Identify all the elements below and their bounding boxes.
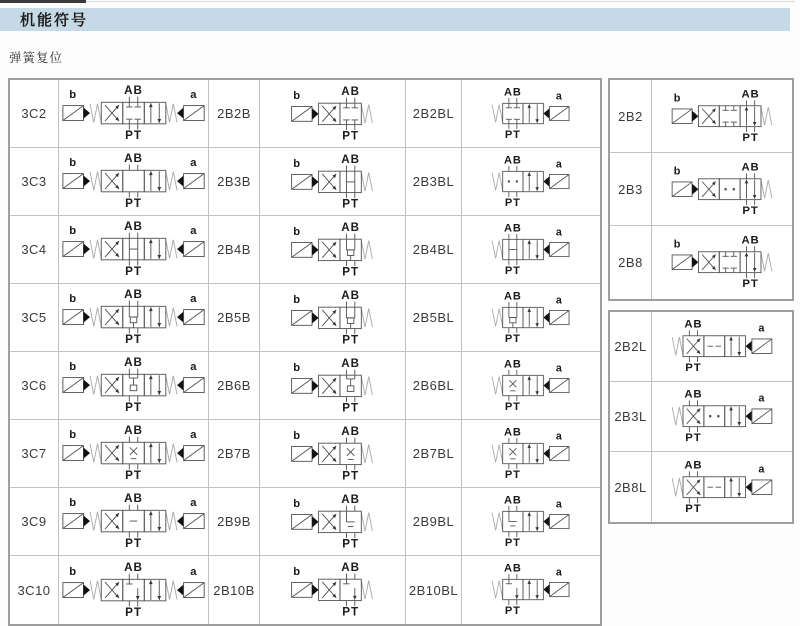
solenoid-icon [177, 446, 204, 461]
spring-icon [361, 376, 372, 395]
valve-symbol [59, 420, 209, 488]
solenoid-icon [62, 174, 89, 189]
solenoid-icon [292, 310, 319, 325]
valve-symbol [59, 556, 209, 624]
svg-text:PT: PT [124, 265, 142, 278]
spring-icon [165, 240, 176, 259]
model-label: 2B2B [209, 80, 260, 148]
svg-text:AB: AB [504, 563, 522, 575]
svg-text:PT: PT [504, 468, 521, 481]
solenoid-icon [177, 174, 204, 189]
svg-text:b: b [673, 238, 682, 251]
spring-icon [90, 104, 101, 123]
solenoid-icon [543, 583, 569, 597]
svg-text:b: b [68, 429, 77, 442]
solenoid-icon [177, 514, 204, 529]
valve-symbol [260, 556, 406, 624]
solenoid-icon [672, 182, 698, 197]
model-label: 2B3BL [406, 148, 462, 216]
spring-icon [165, 444, 176, 463]
model-label: 2B4B [209, 216, 260, 284]
svg-text:b: b [68, 361, 77, 374]
solenoid-icon [177, 378, 204, 393]
spring-icon [165, 172, 176, 191]
spring-icon [761, 180, 772, 198]
valve-schematic [654, 319, 790, 373]
svg-text:AB: AB [504, 426, 522, 439]
svg-text:b: b [293, 429, 302, 442]
solenoid-icon [177, 242, 204, 257]
page-subtitle: 弹簧复位 [9, 51, 64, 65]
valve-symbol [462, 284, 600, 352]
right-panel-2 [608, 310, 794, 524]
spring-icon [90, 444, 101, 463]
model-label: 2B3 [610, 153, 652, 226]
spring-icon [361, 172, 372, 191]
model-label: 2B5BL [406, 284, 462, 352]
svg-text:AB: AB [741, 161, 760, 174]
svg-text:AB: AB [341, 357, 360, 370]
valve-symbol [462, 556, 600, 624]
top-rule-faint [0, 1, 795, 2]
spring-icon [90, 512, 101, 531]
valve-schematic [654, 460, 790, 514]
spring-icon [361, 240, 372, 259]
valve-schematic [61, 425, 207, 481]
solenoid-icon [177, 310, 204, 325]
svg-text:PT: PT [504, 332, 521, 345]
valve-symbol [260, 488, 406, 556]
valve-symbol [59, 488, 209, 556]
valve-symbol [462, 420, 600, 488]
spring-icon [361, 444, 372, 463]
svg-text:b: b [293, 293, 302, 306]
spring-icon [90, 308, 101, 327]
model-label: 2B3L [610, 382, 652, 452]
model-label: 3C3 [10, 148, 59, 216]
solenoid-icon [292, 378, 319, 393]
valve-symbol [462, 80, 600, 148]
svg-text:AB: AB [123, 153, 143, 166]
spring-icon [492, 513, 503, 531]
valve-schematic [462, 427, 600, 480]
solenoid-icon [62, 106, 89, 121]
valve-symbol [652, 452, 792, 522]
solenoid-icon [292, 174, 319, 189]
svg-text:b: b [673, 92, 682, 105]
valve-symbol [462, 216, 600, 284]
valve-symbol [260, 284, 406, 352]
valve-schematic [654, 235, 790, 289]
svg-text:AB: AB [341, 562, 360, 574]
main-table [8, 78, 602, 626]
solenoid-icon [62, 242, 89, 257]
valve-schematic [654, 162, 790, 216]
svg-text:b: b [68, 157, 77, 170]
model-label: 2B10BL [406, 556, 462, 624]
svg-text:AB: AB [123, 561, 143, 574]
section-header [0, 8, 790, 31]
svg-text:PT: PT [124, 605, 142, 619]
valve-schematic [61, 221, 207, 277]
svg-text:a: a [189, 429, 197, 442]
svg-text:PT: PT [342, 469, 359, 482]
solenoid-icon [672, 255, 698, 270]
solenoid-icon [62, 310, 89, 325]
svg-text:AB: AB [341, 85, 360, 98]
svg-text:AB: AB [123, 289, 143, 302]
solenoid-icon [292, 242, 319, 257]
spring-icon [165, 581, 176, 600]
svg-text:b: b [68, 497, 77, 510]
valve-symbol [652, 226, 792, 299]
svg-text:PT: PT [124, 197, 142, 210]
svg-text:PT: PT [685, 362, 702, 374]
svg-text:b: b [293, 361, 302, 374]
svg-text:b: b [673, 165, 682, 178]
spring-icon [90, 240, 101, 259]
svg-text:PT: PT [342, 605, 359, 618]
model-label: 2B2 [610, 80, 652, 153]
svg-text:AB: AB [684, 389, 703, 401]
valve-symbol [260, 80, 406, 148]
valve-schematic [61, 562, 207, 618]
model-label: 2B6B [209, 352, 260, 420]
valve-schematic [462, 359, 600, 412]
solenoid-icon [672, 109, 698, 124]
spring-icon [761, 107, 772, 125]
svg-text:PT: PT [342, 333, 359, 346]
valve-schematic [462, 87, 600, 140]
model-label: 3C2 [10, 80, 59, 148]
spring-icon [165, 308, 176, 327]
svg-text:AB: AB [123, 493, 143, 506]
model-label: 3C7 [10, 420, 59, 488]
solenoid-icon [543, 106, 569, 120]
solenoid-icon [543, 446, 569, 460]
spring-icon [492, 377, 503, 395]
valve-schematic [462, 495, 600, 548]
svg-text:PT: PT [504, 264, 521, 277]
svg-text:PT: PT [504, 400, 521, 413]
valve-schematic [462, 155, 600, 208]
svg-text:b: b [68, 89, 77, 102]
model-label: 3C9 [10, 488, 59, 556]
solenoid-icon [543, 310, 569, 324]
model-label: 2B10B [209, 556, 260, 624]
svg-text:AB: AB [504, 290, 522, 303]
solenoid-icon [543, 378, 569, 392]
svg-text:PT: PT [742, 278, 759, 290]
svg-text:PT: PT [342, 537, 359, 550]
spring-icon [90, 581, 101, 600]
valve-schematic [61, 493, 207, 549]
svg-text:a: a [189, 566, 197, 579]
svg-text:a: a [189, 361, 197, 374]
svg-text:PT: PT [342, 265, 359, 278]
solenoid-icon [62, 514, 89, 529]
svg-text:a: a [555, 566, 563, 579]
svg-text:a: a [189, 89, 197, 102]
svg-text:a: a [555, 226, 563, 239]
valve-schematic [260, 358, 405, 414]
valve-symbol [462, 148, 600, 216]
svg-text:a: a [189, 293, 197, 306]
spring-icon [672, 478, 683, 496]
spring-icon [672, 337, 683, 355]
valve-schematic [260, 222, 405, 278]
model-label: 2B2L [610, 312, 652, 382]
svg-text:AB: AB [341, 425, 360, 438]
svg-text:PT: PT [504, 605, 521, 617]
svg-text:a: a [758, 463, 766, 476]
svg-text:AB: AB [684, 319, 703, 331]
model-label: 3C4 [10, 216, 59, 284]
valve-symbol [652, 80, 792, 153]
solenoid-icon [292, 514, 319, 529]
spring-icon [492, 105, 503, 123]
svg-text:AB: AB [123, 357, 143, 370]
valve-symbol [652, 312, 792, 382]
svg-text:PT: PT [685, 432, 702, 444]
solenoid-icon [62, 583, 89, 598]
valve-symbol [462, 488, 600, 556]
spring-icon [361, 581, 372, 600]
solenoid-icon [746, 480, 772, 495]
model-label: 3C6 [10, 352, 59, 420]
svg-text:AB: AB [504, 154, 522, 167]
svg-text:PT: PT [504, 196, 521, 209]
valve-schematic [61, 289, 207, 345]
solenoid-icon [543, 514, 569, 528]
spring-icon [90, 376, 101, 395]
svg-text:PT: PT [342, 401, 359, 414]
model-label: 2B6BL [406, 352, 462, 420]
svg-text:PT: PT [124, 129, 142, 142]
svg-text:a: a [555, 294, 563, 307]
valve-schematic [61, 357, 207, 413]
svg-text:AB: AB [504, 222, 522, 235]
right-panel-1 [608, 78, 794, 301]
svg-text:PT: PT [504, 128, 521, 141]
svg-text:AB: AB [123, 85, 143, 98]
model-label: 2B7B [209, 420, 260, 488]
svg-text:AB: AB [341, 221, 360, 234]
svg-text:AB: AB [123, 221, 143, 234]
model-label: 2B2BL [406, 80, 462, 148]
svg-text:b: b [293, 89, 302, 102]
svg-text:b: b [293, 225, 302, 238]
svg-text:PT: PT [124, 469, 142, 482]
svg-text:a: a [555, 430, 563, 443]
solenoid-icon [543, 242, 569, 256]
svg-text:PT: PT [742, 131, 759, 144]
model-label: 2B9B [209, 488, 260, 556]
valve-symbol [260, 352, 406, 420]
solenoid-icon [177, 106, 204, 121]
svg-text:AB: AB [504, 494, 522, 507]
svg-text:AB: AB [504, 358, 522, 371]
spring-icon [361, 308, 372, 327]
svg-text:a: a [555, 158, 563, 171]
valve-schematic [654, 89, 790, 143]
model-label: 2B8 [610, 226, 652, 299]
valve-symbol [59, 80, 209, 148]
valve-schematic [260, 86, 405, 142]
solenoid-icon [292, 106, 319, 121]
svg-text:AB: AB [741, 235, 760, 247]
model-label: 2B8L [610, 452, 652, 522]
model-label: 2B4BL [406, 216, 462, 284]
solenoid-icon [62, 378, 89, 393]
valve-schematic [61, 85, 207, 141]
svg-text:PT: PT [124, 537, 142, 550]
svg-text:b: b [68, 566, 77, 579]
svg-text:a: a [758, 322, 766, 335]
spring-icon [361, 512, 372, 531]
solenoid-icon [292, 446, 319, 461]
svg-text:PT: PT [342, 197, 359, 210]
svg-text:PT: PT [342, 129, 359, 142]
spring-icon [165, 104, 176, 123]
valve-schematic [260, 494, 405, 550]
svg-text:a: a [555, 498, 563, 511]
svg-text:AB: AB [341, 289, 360, 302]
svg-text:AB: AB [504, 86, 522, 99]
spring-icon [492, 309, 503, 327]
spring-icon [492, 241, 503, 259]
valve-symbol [462, 352, 600, 420]
svg-text:PT: PT [124, 401, 142, 414]
valve-schematic [260, 562, 405, 618]
valve-schematic [462, 563, 600, 616]
spring-icon [90, 172, 101, 191]
spring-icon [492, 173, 503, 191]
model-label: 2B7BL [406, 420, 462, 488]
model-label: 2B9BL [406, 488, 462, 556]
svg-text:AB: AB [123, 425, 143, 438]
solenoid-icon [292, 583, 319, 598]
solenoid-icon [543, 174, 569, 188]
valve-symbol [59, 216, 209, 284]
svg-text:b: b [293, 497, 302, 510]
top-rule [0, 0, 86, 3]
spring-icon [492, 581, 503, 599]
solenoid-icon [746, 339, 772, 354]
spring-icon [361, 104, 372, 123]
valve-symbol [652, 153, 792, 226]
model-label: 3C10 [10, 556, 59, 624]
svg-text:AB: AB [684, 459, 703, 472]
solenoid-icon [177, 583, 204, 598]
valve-schematic [260, 426, 405, 482]
solenoid-icon [62, 446, 89, 461]
page-title: 机能符号 [20, 12, 89, 29]
spring-icon [165, 512, 176, 531]
valve-schematic [61, 153, 207, 209]
svg-text:a: a [758, 392, 766, 405]
svg-text:PT: PT [742, 204, 759, 217]
spring-icon [761, 253, 772, 271]
valve-schematic [260, 154, 405, 210]
spring-icon [492, 445, 503, 463]
spring-icon [672, 407, 683, 425]
model-label: 2B3B [209, 148, 260, 216]
spring-icon [165, 376, 176, 395]
valve-schematic [462, 223, 600, 276]
svg-text:b: b [68, 293, 77, 306]
svg-text:a: a [189, 225, 197, 238]
svg-text:PT: PT [504, 536, 521, 549]
valve-symbol [260, 420, 406, 488]
valve-symbol [59, 284, 209, 352]
svg-text:b: b [68, 225, 77, 238]
svg-text:a: a [189, 497, 197, 510]
model-label: 3C5 [10, 284, 59, 352]
svg-text:a: a [555, 90, 563, 103]
valve-schematic [462, 291, 600, 344]
svg-text:AB: AB [341, 493, 360, 506]
valve-symbol [260, 148, 406, 216]
svg-text:a: a [189, 157, 197, 170]
valve-symbol [59, 148, 209, 216]
svg-text:b: b [293, 566, 302, 579]
valve-schematic [654, 389, 790, 443]
valve-symbol [59, 352, 209, 420]
valve-symbol [260, 216, 406, 284]
svg-text:PT: PT [685, 502, 702, 515]
model-label: 2B5B [209, 284, 260, 352]
svg-text:AB: AB [741, 88, 760, 101]
svg-text:a: a [555, 362, 563, 375]
solenoid-icon [746, 409, 772, 424]
svg-text:AB: AB [341, 153, 360, 166]
svg-text:PT: PT [124, 333, 142, 346]
valve-symbol [652, 382, 792, 452]
svg-text:b: b [293, 157, 302, 170]
valve-schematic [260, 290, 405, 346]
